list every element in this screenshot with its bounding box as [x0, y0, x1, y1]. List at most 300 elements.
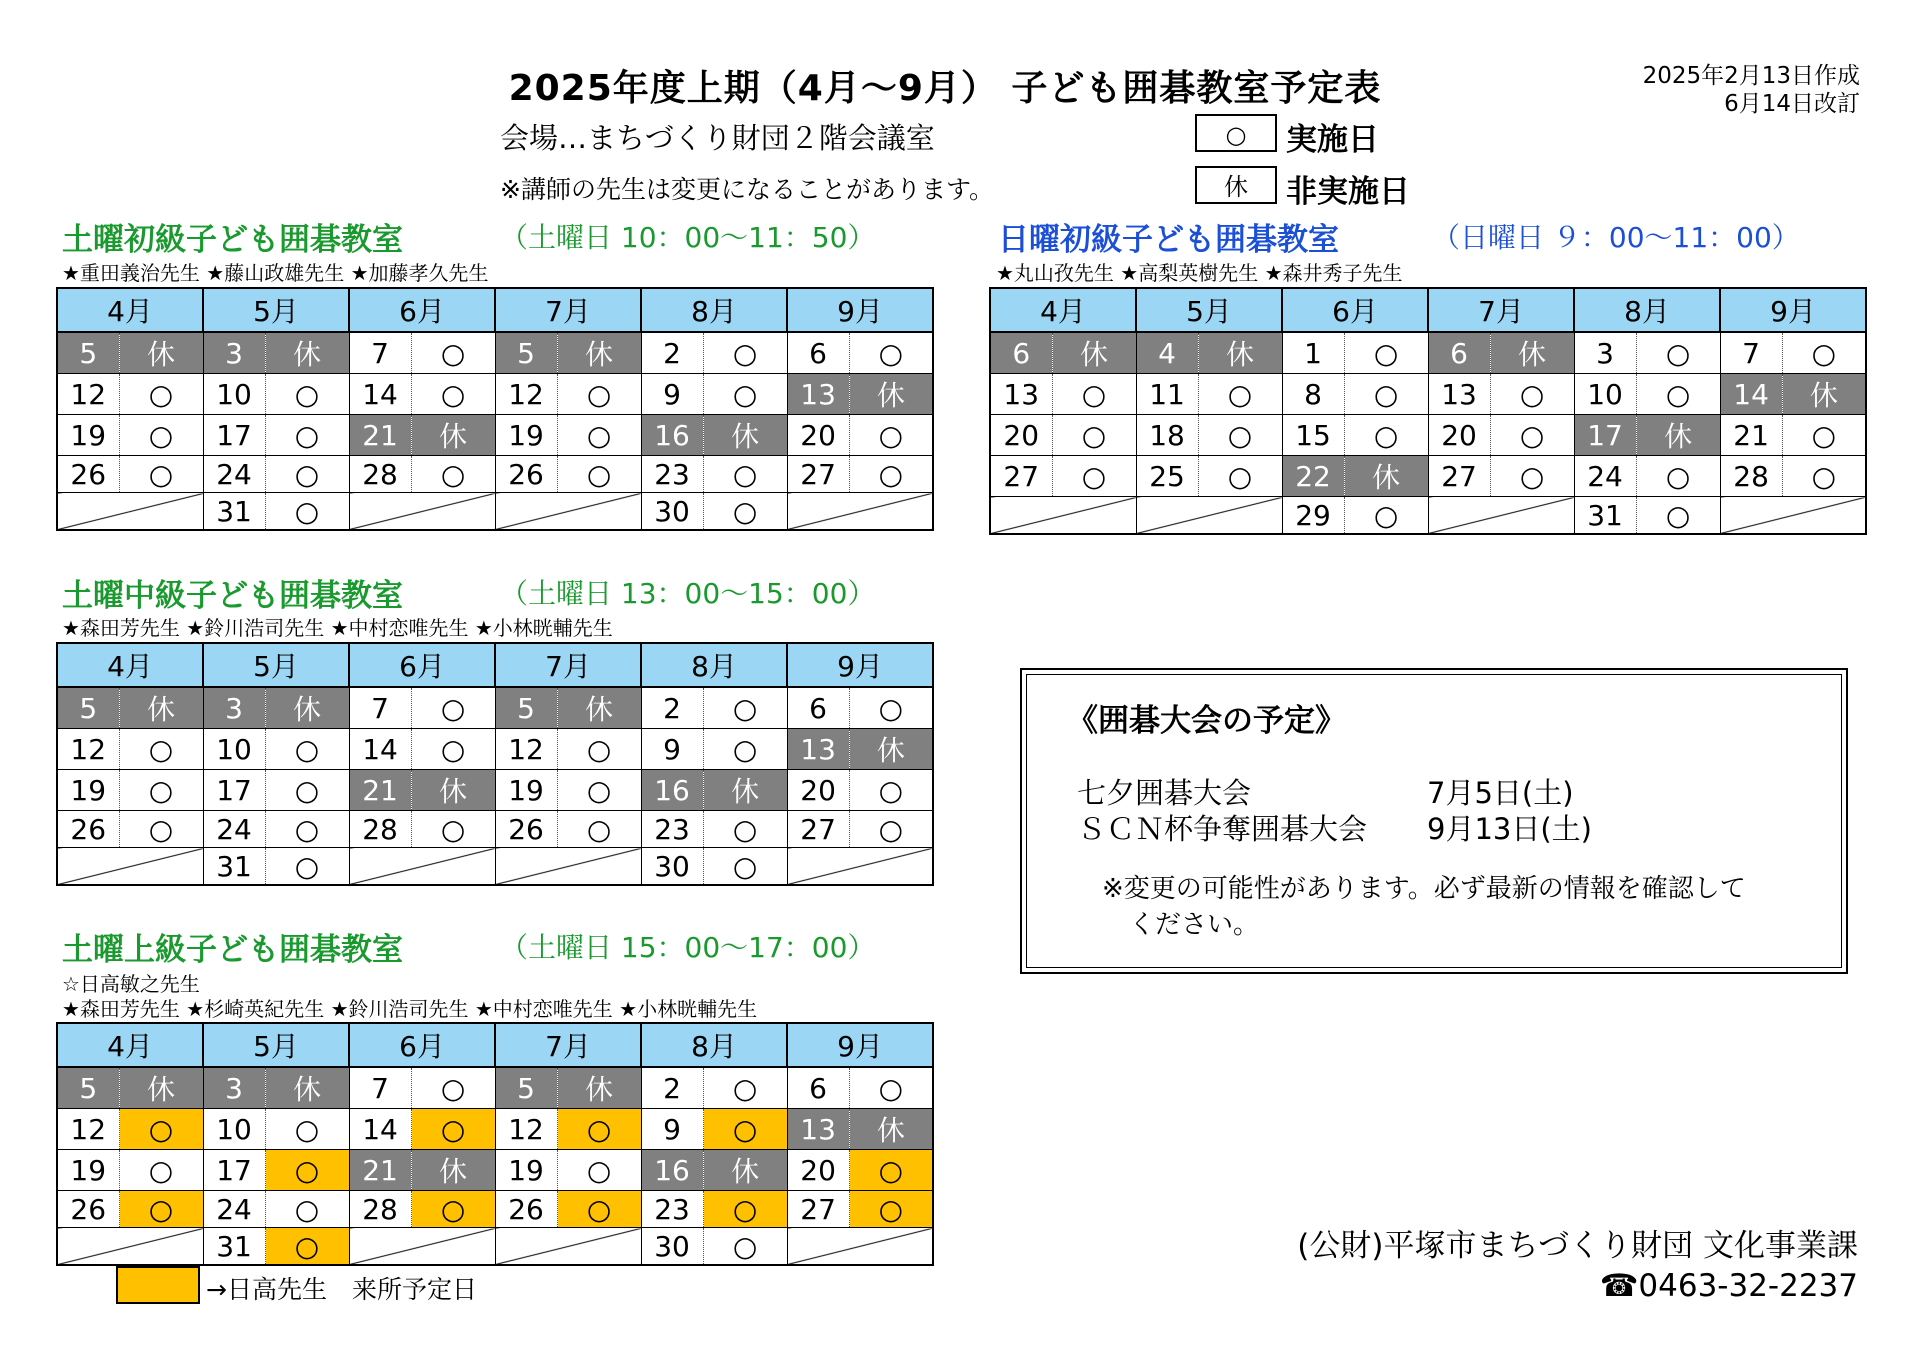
calendar-day: 18 — [1136, 415, 1198, 456]
held-marker: ○ — [849, 811, 933, 848]
calendar-day: 21 — [349, 415, 411, 456]
calendar-day: 21 — [349, 770, 411, 811]
calendar-day: 21 — [349, 1150, 411, 1191]
tournament-date-1: 7月5日(土) — [1427, 776, 1574, 810]
off-marker: 休 — [411, 415, 495, 456]
calendar-day: 10 — [203, 374, 265, 415]
calendar-day: 3 — [203, 1067, 265, 1109]
calendar-day: 10 — [1574, 374, 1636, 415]
month-header: 9月 — [787, 643, 933, 687]
held-marker: ○ — [1636, 332, 1720, 374]
calendar-day: 26 — [57, 1191, 119, 1228]
calendar-day: 6 — [787, 1067, 849, 1109]
sat-beginner-title: 土曜初級子ども囲碁教室 — [62, 222, 403, 258]
month-header: 6月 — [349, 643, 495, 687]
calendar-row — [57, 332, 933, 374]
calendar-day: 24 — [203, 456, 265, 493]
calendar-day: 17 — [203, 770, 265, 811]
month-header: 8月 — [641, 288, 787, 332]
calendar-day: 12 — [495, 729, 557, 770]
calendar-day: 5 — [495, 332, 557, 374]
held-marker: ○ — [119, 374, 203, 415]
held-marker: ○ — [1636, 456, 1720, 497]
off-marker: 休 — [265, 687, 349, 729]
sat-intermediate-calendar — [56, 642, 934, 886]
calendar-day: 27 — [787, 1191, 849, 1228]
calendar-day: 28 — [349, 811, 411, 848]
calendar-day: 31 — [203, 1228, 265, 1266]
held-marker: ○ — [557, 456, 641, 493]
tournament-note-line1: ※変更の可能性があります。必ず最新の情報を確認して — [1102, 874, 1746, 904]
held-marker: ○ — [557, 374, 641, 415]
calendar-day: 24 — [203, 811, 265, 848]
calendar-row — [57, 770, 933, 811]
calendar-day: 28 — [1720, 456, 1782, 497]
held-marker: ○ — [265, 1191, 349, 1228]
calendar-day: 19 — [495, 415, 557, 456]
off-marker: 休 — [1490, 332, 1574, 374]
calendar-day: 2 — [641, 1067, 703, 1109]
held-marker: ○ — [119, 415, 203, 456]
calendar-day: 14 — [349, 1109, 411, 1150]
held-marker: ○ — [119, 770, 203, 811]
tournament-date-2: 9月13日(土) — [1427, 812, 1592, 846]
calendar-day: 20 — [787, 415, 849, 456]
calendar-day: 24 — [203, 1191, 265, 1228]
empty-slot — [495, 493, 641, 531]
month-header: 6月 — [349, 288, 495, 332]
calendar-day: 21 — [1720, 415, 1782, 456]
calendar-day: 11 — [1136, 374, 1198, 415]
calendar-day: 7 — [349, 687, 411, 729]
calendar-day: 26 — [495, 1191, 557, 1228]
sat-intermediate-title: 土曜中級子ども囲碁教室 — [62, 578, 403, 614]
held-marker: ○ — [1344, 332, 1428, 374]
held-marker: ○ — [265, 374, 349, 415]
calendar-day: 4 — [1136, 332, 1198, 374]
visit-legend-swatch — [116, 1266, 200, 1304]
created-date: 2025年2月13日作成 — [1642, 63, 1860, 89]
held-marker: ○ — [411, 1067, 495, 1109]
calendar-day: 20 — [787, 770, 849, 811]
calendar-day: 19 — [57, 415, 119, 456]
calendar-day: 12 — [495, 1109, 557, 1150]
held-marker: ○ — [703, 729, 787, 770]
calendar-day: 6 — [787, 332, 849, 374]
calendar-day: 30 — [641, 1228, 703, 1266]
calendar-row — [57, 374, 933, 415]
sat-advanced-teachers: ★森田芳先生 ★杉崎英紀先生 ★鈴川浩司先生 ★中村恋唯先生 ★小林晄輔先生 — [62, 997, 758, 1021]
calendar-day: 19 — [495, 1150, 557, 1191]
calendar-day: 6 — [1428, 332, 1490, 374]
calendar-row — [57, 456, 933, 493]
calendar-day: 27 — [1428, 456, 1490, 497]
off-marker: 休 — [557, 687, 641, 729]
calendar-day: 1 — [1282, 332, 1344, 374]
calendar-day: 23 — [641, 456, 703, 493]
calendar-day: 3 — [203, 687, 265, 729]
calendar-row — [990, 456, 1866, 497]
calendar-day: 31 — [203, 848, 265, 886]
calendar-day: 17 — [203, 415, 265, 456]
held-marker: ○ — [1344, 497, 1428, 535]
held-marker: ○ — [849, 1067, 933, 1109]
venue-text: 会場…まちづくり財団２階会議室 — [500, 121, 935, 155]
calendar-day: 26 — [57, 456, 119, 493]
held-marker: ○ — [703, 332, 787, 374]
held-marker: ○ — [1636, 497, 1720, 535]
held-marker: ○ — [119, 1150, 203, 1191]
held-marker: ○ — [557, 811, 641, 848]
held-marker: ○ — [1490, 456, 1574, 497]
month-header: 8月 — [641, 1023, 787, 1067]
off-marker: 休 — [265, 332, 349, 374]
empty-slot — [57, 493, 203, 531]
month-header: 5月 — [203, 1023, 349, 1067]
calendar-day: 12 — [57, 729, 119, 770]
month-header: 4月 — [57, 643, 203, 687]
held-marker: ○ — [703, 456, 787, 493]
off-marker: 休 — [411, 1150, 495, 1191]
held-marker: ○ — [849, 687, 933, 729]
month-header: 6月 — [1282, 288, 1428, 332]
calendar-day: 19 — [57, 1150, 119, 1191]
held-marker: ○ — [411, 332, 495, 374]
legend-held-label: 実施日 — [1286, 122, 1379, 158]
off-marker: 休 — [703, 770, 787, 811]
held-marker: ○ — [703, 811, 787, 848]
off-marker: 休 — [849, 1109, 933, 1150]
off-marker: 休 — [1636, 415, 1720, 456]
tournament-box — [1020, 668, 1848, 974]
calendar-day: 27 — [787, 811, 849, 848]
held-marker: ○ — [265, 811, 349, 848]
calendar-day: 3 — [203, 332, 265, 374]
calendar-day: 16 — [641, 770, 703, 811]
calendar-day: 23 — [641, 811, 703, 848]
calendar-day: 14 — [349, 374, 411, 415]
sun-beginner-title: 日曜初級子ども囲碁教室 — [998, 222, 1339, 258]
calendar-day: 20 — [1428, 415, 1490, 456]
held-marker: ○ — [1198, 374, 1282, 415]
calendar-day: 16 — [641, 1150, 703, 1191]
calendar-day: 22 — [1282, 456, 1344, 497]
held-marker: ○ — [1052, 374, 1136, 415]
calendar-day: 24 — [1574, 456, 1636, 497]
held-marker: ○ — [557, 1191, 641, 1228]
tournament-note-line2: ください。 — [1129, 910, 1260, 940]
empty-slot — [57, 848, 203, 886]
calendar-day: 26 — [495, 811, 557, 848]
held-marker: ○ — [411, 1191, 495, 1228]
held-marker: ○ — [1636, 374, 1720, 415]
calendar-day: 31 — [203, 493, 265, 531]
month-header: 8月 — [641, 643, 787, 687]
held-marker: ○ — [703, 1109, 787, 1150]
held-marker: ○ — [849, 770, 933, 811]
calendar-day: 2 — [641, 687, 703, 729]
calendar-day: 25 — [1136, 456, 1198, 497]
held-marker: ○ — [703, 1067, 787, 1109]
off-marker: 休 — [703, 415, 787, 456]
sat-intermediate-teachers: ★森田芳先生 ★鈴川浩司先生 ★中村恋唯先生 ★小林晄輔先生 — [62, 616, 613, 640]
held-marker: ○ — [1198, 456, 1282, 497]
held-marker: ○ — [1052, 415, 1136, 456]
month-header: 7月 — [495, 288, 641, 332]
off-marker: 休 — [849, 374, 933, 415]
calendar-day: 10 — [203, 729, 265, 770]
off-marker: 休 — [1782, 374, 1866, 415]
held-marker: ○ — [411, 729, 495, 770]
held-marker: ○ — [1782, 415, 1866, 456]
calendar-day: 19 — [57, 770, 119, 811]
held-marker: ○ — [1344, 415, 1428, 456]
held-marker: ○ — [849, 1150, 933, 1191]
calendar-row — [990, 415, 1866, 456]
month-header: 8月 — [1574, 288, 1720, 332]
held-marker: ○ — [265, 456, 349, 493]
off-marker: 休 — [411, 770, 495, 811]
organization-block — [1297, 1226, 1858, 1306]
calendar-day: 12 — [57, 1109, 119, 1150]
calendar-day: 12 — [57, 374, 119, 415]
held-marker: ○ — [557, 770, 641, 811]
held-marker: ○ — [265, 770, 349, 811]
month-header: 7月 — [1428, 288, 1574, 332]
month-header: 5月 — [1136, 288, 1282, 332]
organization-phone: ☎0463-32-2237 — [1599, 1268, 1858, 1304]
held-marker: ○ — [119, 1191, 203, 1228]
calendar-day: 13 — [787, 729, 849, 770]
calendar-day: 13 — [787, 374, 849, 415]
empty-slot — [495, 848, 641, 886]
held-marker: ○ — [1198, 415, 1282, 456]
calendar-day: 7 — [349, 332, 411, 374]
off-marker: 休 — [1198, 332, 1282, 374]
calendar-day: 16 — [641, 415, 703, 456]
empty-slot — [1428, 497, 1574, 535]
calendar-day: 13 — [990, 374, 1052, 415]
sat-advanced-lead-teacher: ☆日高敏之先生 — [62, 972, 200, 996]
sat-beginner-calendar — [56, 287, 934, 531]
held-marker: ○ — [849, 415, 933, 456]
month-header: 9月 — [1720, 288, 1866, 332]
calendar-day: 3 — [1574, 332, 1636, 374]
held-marker: ○ — [119, 729, 203, 770]
calendar-day: 30 — [641, 493, 703, 531]
visit-legend-label: →日高先生 来所予定日 — [206, 1275, 477, 1304]
held-marker: ○ — [411, 687, 495, 729]
calendar-day: 26 — [495, 456, 557, 493]
empty-slot — [787, 493, 933, 531]
held-marker: ○ — [411, 374, 495, 415]
held-marker: ○ — [411, 811, 495, 848]
held-marker: ○ — [557, 415, 641, 456]
calendar-day: 20 — [990, 415, 1052, 456]
held-marker: ○ — [119, 1109, 203, 1150]
held-marker: ○ — [703, 1191, 787, 1228]
empty-slot — [1720, 497, 1866, 535]
calendar-day: 14 — [1720, 374, 1782, 415]
calendar-day: 14 — [349, 729, 411, 770]
calendar-day: 28 — [349, 456, 411, 493]
empty-slot — [1136, 497, 1282, 535]
off-marker: 休 — [849, 729, 933, 770]
held-marker: ○ — [265, 493, 349, 531]
held-marker: ○ — [265, 1228, 349, 1266]
tournament-name-1: 七夕囲碁大会 — [1077, 776, 1252, 810]
held-marker: ○ — [411, 1109, 495, 1150]
held-marker: ○ — [703, 374, 787, 415]
month-header: 9月 — [787, 288, 933, 332]
sat-beginner-teachers: ★重田義治先生 ★藤山政雄先生 ★加藤孝久先生 — [62, 261, 489, 285]
month-header: 5月 — [203, 288, 349, 332]
held-marker: ○ — [849, 456, 933, 493]
month-header: 9月 — [787, 1023, 933, 1067]
held-marker: ○ — [265, 729, 349, 770]
calendar-day: 31 — [1574, 497, 1636, 535]
held-marker: ○ — [265, 1109, 349, 1150]
held-marker: ○ — [849, 1191, 933, 1228]
sat-beginner-time: （土曜日 10：00～11：50） — [500, 221, 876, 254]
calendar-day: 9 — [641, 729, 703, 770]
calendar-row — [57, 729, 933, 770]
off-marker: 休 — [1052, 332, 1136, 374]
calendar-row — [990, 374, 1866, 415]
held-marker: ○ — [1782, 456, 1866, 497]
empty-slot — [57, 1228, 203, 1266]
held-marker: ○ — [265, 415, 349, 456]
calendar-day: 9 — [641, 374, 703, 415]
calendar-row — [990, 497, 1866, 535]
off-marker: 休 — [1344, 456, 1428, 497]
calendar-day: 17 — [1574, 415, 1636, 456]
held-marker: ○ — [411, 456, 495, 493]
calendar-day: 30 — [641, 848, 703, 886]
teacher-change-note: ※講師の先生は変更になることがあります。 — [500, 175, 994, 204]
calendar-row — [57, 493, 933, 531]
calendar-row — [57, 1109, 933, 1150]
calendar-day: 28 — [349, 1191, 411, 1228]
calendar-day: 20 — [787, 1150, 849, 1191]
empty-slot — [787, 848, 933, 886]
calendar-day: 8 — [1282, 374, 1344, 415]
held-marker: ○ — [119, 456, 203, 493]
calendar-day: 5 — [495, 687, 557, 729]
off-marker: 休 — [703, 1150, 787, 1191]
empty-slot — [349, 848, 495, 886]
calendar-day: 7 — [1720, 332, 1782, 374]
document-dates — [1643, 62, 1860, 118]
tournament-heading: 《囲碁大会の予定》 — [1067, 703, 1346, 739]
calendar-row — [57, 848, 933, 886]
held-marker: ○ — [557, 729, 641, 770]
calendar-day: 5 — [495, 1067, 557, 1109]
held-marker: ○ — [265, 1150, 349, 1191]
empty-slot — [349, 1228, 495, 1266]
off-marker: 休 — [119, 1067, 203, 1109]
calendar-day: 13 — [787, 1109, 849, 1150]
held-marker: ○ — [703, 493, 787, 531]
empty-slot — [495, 1228, 641, 1266]
held-marker: ○ — [557, 1109, 641, 1150]
legend-off-label: 非実施日 — [1286, 174, 1410, 210]
off-marker: 休 — [119, 332, 203, 374]
held-marker: ○ — [1490, 415, 1574, 456]
held-marker: ○ — [1490, 374, 1574, 415]
held-marker: ○ — [265, 848, 349, 886]
sat-advanced-calendar — [56, 1022, 934, 1266]
sun-beginner-time: （日曜日 ９：00～11：00） — [1432, 221, 1800, 254]
calendar-day: 7 — [349, 1067, 411, 1109]
month-header: 7月 — [495, 643, 641, 687]
empty-slot — [787, 1228, 933, 1266]
calendar-row — [57, 1067, 933, 1109]
legend-held-box: ○ — [1195, 114, 1277, 152]
calendar-day: 10 — [203, 1109, 265, 1150]
calendar-day: 26 — [57, 811, 119, 848]
calendar-day: 19 — [495, 770, 557, 811]
held-marker: ○ — [703, 687, 787, 729]
tournament-name-2: ＳＣＮ杯争奪囲碁大会 — [1077, 812, 1368, 846]
month-header: 6月 — [349, 1023, 495, 1067]
held-marker: ○ — [1344, 374, 1428, 415]
calendar-row — [57, 415, 933, 456]
month-header: 4月 — [57, 1023, 203, 1067]
off-marker: 休 — [265, 1067, 349, 1109]
calendar-day: 5 — [57, 687, 119, 729]
calendar-day: 29 — [1282, 497, 1344, 535]
month-header: 4月 — [57, 288, 203, 332]
held-marker: ○ — [1782, 332, 1866, 374]
month-header: 5月 — [203, 643, 349, 687]
calendar-day: 15 — [1282, 415, 1344, 456]
sun-beginner-teachers: ★丸山孜先生 ★高梨英樹先生 ★森井秀子先生 — [996, 261, 1403, 285]
calendar-day: 5 — [57, 332, 119, 374]
calendar-day: 13 — [1428, 374, 1490, 415]
revised-date: 6月14日改訂 — [1724, 91, 1860, 117]
empty-slot — [990, 497, 1136, 535]
tournament-note — [1102, 871, 1746, 943]
calendar-day: 5 — [57, 1067, 119, 1109]
held-marker: ○ — [703, 1228, 787, 1266]
off-marker: 休 — [119, 687, 203, 729]
held-marker: ○ — [557, 1150, 641, 1191]
sun-beginner-calendar — [989, 287, 1867, 535]
sat-advanced-time: （土曜日 15：00～17：00） — [500, 931, 876, 964]
legend-off-box: 休 — [1195, 166, 1277, 204]
held-marker: ○ — [849, 332, 933, 374]
calendar-row — [57, 1228, 933, 1266]
calendar-row — [990, 332, 1866, 374]
page-title: 2025年度上期（4月～9月） 子ども囲碁教室予定表 — [508, 68, 1382, 109]
calendar-row — [57, 811, 933, 848]
held-marker: ○ — [703, 848, 787, 886]
month-header: 7月 — [495, 1023, 641, 1067]
calendar-day: 6 — [990, 332, 1052, 374]
calendar-day: 27 — [990, 456, 1052, 497]
calendar-day: 12 — [495, 374, 557, 415]
calendar-day: 9 — [641, 1109, 703, 1150]
held-marker: ○ — [119, 811, 203, 848]
calendar-day: 23 — [641, 1191, 703, 1228]
calendar-row — [57, 1150, 933, 1191]
off-marker: 休 — [557, 332, 641, 374]
empty-slot — [349, 493, 495, 531]
month-header: 4月 — [990, 288, 1136, 332]
sat-intermediate-time: （土曜日 13：00～15：00） — [500, 577, 876, 610]
calendar-row — [57, 687, 933, 729]
